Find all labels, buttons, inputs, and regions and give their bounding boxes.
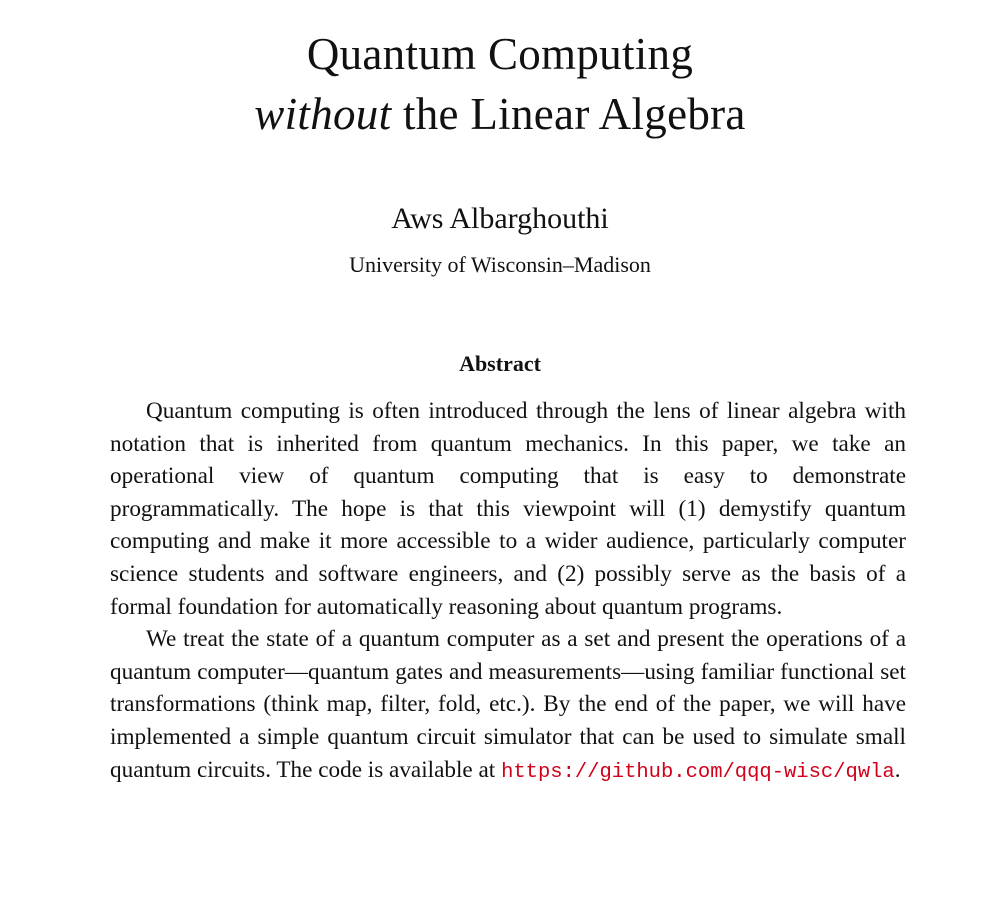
abstract-paragraph-2-end: .	[894, 756, 901, 783]
abstract-body	[110, 395, 906, 789]
abstract-paragraph-1: Quantum computing is often introduced through the lens of linear algebra with notation that is inherited from quantum mechanics. In this paper, we take an operational view of quantum computing that is easy to demonstrate programmatically. The hope is that this viewpoint will (1) demystify quantum computing and make it more accessible to a wider audience, particularly computer science students and software engineers, and (2) possibly serve as the basis of a formal foundation for automatically reasoning about quantum programs.	[110, 398, 906, 620]
abstract-paragraph-2	[110, 623, 906, 789]
author-affiliation: University of Wisconsin–Madison	[349, 252, 651, 277]
author-name: Aws Albarghouthi	[391, 202, 609, 235]
abstract-heading: Abstract	[459, 351, 541, 376]
abstract-paragraph-2-text: We treat the state of a quantum computer as a set and present the operations of a quantum computer—quantum gates and measurements—using familiar functional set transformations (think map, filter, fold, etc.). By the end of the paper, we will have implemented a simple quantum circuit simulator that can be used to simulate small quantum circuits. The code is available at	[110, 626, 906, 783]
title-line-2-rest: the Linear Algebra	[391, 89, 746, 139]
title-line-1: Quantum Computing	[306, 29, 694, 79]
title-emphasis: without	[254, 89, 392, 139]
paper-title	[0, 24, 1000, 144]
code-repository-link[interactable]: https://github.com/qqq-wisc/qwla	[501, 760, 895, 784]
title-line-2	[0, 84, 1000, 144]
